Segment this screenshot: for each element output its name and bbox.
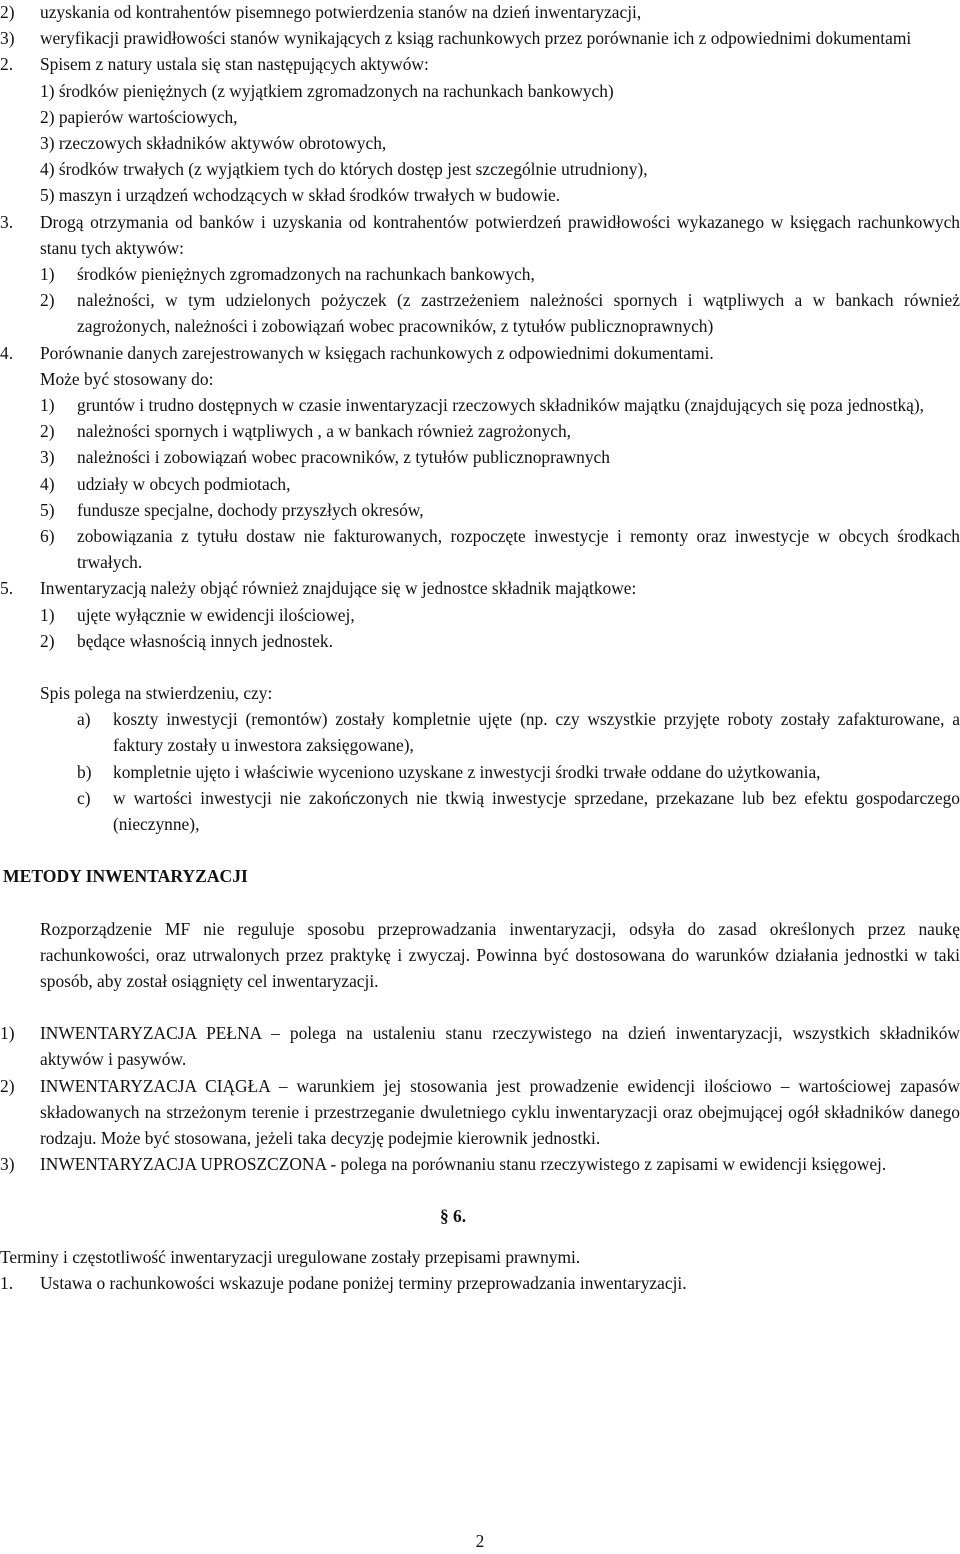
item-number: 1): [40, 264, 55, 285]
item-letter: b): [77, 761, 92, 782]
item-number: 6): [40, 526, 55, 547]
spacer: [0, 1230, 960, 1244]
spacer: [0, 1177, 960, 1203]
page-number: 2: [475, 1531, 485, 1551]
item-text: weryfikacji prawidłowości stanów wynikających z ksiąg rachunkowych przez porównanie ich z odpowiednimi dokumentami: [40, 28, 912, 49]
item-text: INWENTARYZACJA PEŁNA – polega na ustaleniu stanu rzeczywistego na dzień inwentaryzacji, wszystkich składników aktywów i pasywów.: [40, 1023, 960, 1070]
paragraph-number: 3.: [0, 211, 14, 232]
item-number: 1): [40, 604, 55, 625]
list-item: 4) środków trwałych (z wyjątkiem tych do których dostęp jest szczególnie utrudniony),: [40, 159, 648, 180]
item-text: koszty inwestycji (remontów) zostały kompletnie ujęte (np. czy wszystkie przyjęte roboty zostały zafakturowane, a faktury zostały u inwestora zaksięgowane),: [113, 709, 960, 756]
method-item: [0, 1020, 960, 1072]
list-item: [0, 759, 960, 785]
item-letter: a): [77, 709, 91, 730]
paragraph-number: 5.: [0, 578, 14, 599]
item-number: 5): [40, 499, 55, 520]
spacer: [0, 837, 960, 863]
item-text: gruntów i trudno dostępnych w czasie inwentaryzacji rzeczowych składników majątku (znajdujących się poza jednostką),: [77, 395, 925, 416]
paragraph-number: 1.: [0, 1272, 14, 1293]
paragraph-text: Inwentaryzacją należy objąć również znajdujące się w jednostce składnik majątkowe:: [40, 578, 637, 599]
item-number: 3): [0, 28, 15, 49]
item-text: należności, w tym udzielonych pożyczek (z zastrzeżeniem należności spornych i wątpliwych a w bankach również zagrożonych, należności i zobowiązań wobec pracowników, z tytułów publicznoprawnych): [77, 290, 960, 337]
numbered-paragraph: [0, 340, 960, 366]
item-text: fundusze specjalne, dochody przyszłych okresów,: [77, 499, 424, 520]
spacer: [0, 994, 960, 1020]
list-item: [0, 261, 960, 287]
numbered-paragraph: [0, 51, 960, 77]
list-item: [0, 706, 960, 758]
item-letter: c): [77, 787, 91, 808]
item-text: kompletnie ujęto i właściwie wyceniono uzyskane z inwestycji środki trwałe oddane do użytkowania,: [113, 761, 821, 782]
method-item: [0, 1151, 960, 1177]
paragraph-text: Może być stosowany do:: [40, 368, 214, 389]
list-item: [0, 418, 960, 444]
item-number: 4): [40, 473, 55, 494]
list-item: [0, 392, 960, 418]
methods-paragraph: Rozporządzenie MF nie reguluje sposobu przeprowadzania inwentaryzacji, odsyła do zasad określonych przez naukę rachunkowości, oraz utrwalonych przez praktykę i zwyczaj. Powinna być dostosowana do warunków działania jednostki w taki sposób, aby został osiągnięty cel inwentaryzacji.: [40, 918, 960, 991]
item-text: będące własnością innych jednostek.: [77, 630, 333, 651]
method-item: [0, 1073, 960, 1152]
numbered-paragraph: [0, 1270, 960, 1296]
numbered-paragraph: [0, 575, 960, 601]
item-number: 3): [0, 1154, 15, 1175]
paragraph-text: Porównanie danych zarejestrowanych w księgach rachunkowych z odpowiednimi dokumentami.: [40, 342, 714, 363]
item-number: 2): [40, 630, 55, 651]
list-item: [0, 628, 960, 654]
list-item: [0, 471, 960, 497]
item-number: 2): [0, 1075, 15, 1096]
paragraph-text: Terminy i częstotliwość inwentaryzacji uregulowane zostały przepisami prawnymi.: [0, 1246, 581, 1267]
paragraph-number: 2.: [0, 54, 14, 75]
item-number: 1): [0, 1023, 15, 1044]
item-number: 2): [0, 2, 15, 22]
list-item: 3) rzeczowych składników aktywów obrotowych,: [40, 133, 387, 154]
item-text: INWENTARYZACJA UPROSZCZONA - polega na porównaniu stanu rzeczywistego z zapisami w ewidencji księgowej.: [40, 1154, 887, 1175]
paragraph-text: Ustawa o rachunkowości wskazuje podane poniżej terminy przeprowadzania inwentaryzacji.: [40, 1272, 687, 1293]
list-item: 1) środków pieniężnych (z wyjątkiem zgromadzonych na rachunkach bankowych): [40, 80, 614, 101]
list-item: [0, 444, 960, 470]
item-text: ujęte wyłącznie w ewidencji ilościowej,: [77, 604, 355, 625]
paragraph-number: 4.: [0, 342, 14, 363]
item-number: 2): [40, 290, 55, 311]
section-heading: METODY INWENTARYZACJI: [3, 866, 248, 887]
item-text: udziały w obcych podmiotach,: [77, 473, 291, 494]
item-text: zobowiązania z tytułu dostaw nie fakturowanych, rozpoczęte inwestycje i remonty oraz inwestycje w obcych środkach trwałych.: [77, 526, 960, 573]
list-item: [0, 785, 960, 837]
list-item: [0, 497, 960, 523]
paragraph-text: Spis polega na stwierdzeniu, czy:: [40, 683, 273, 704]
item-text: INWENTARYZACJA CIĄGŁA – warunkiem jej stosowania jest prowadzenie ewidencji ilościowo – wartościowej zapasów składowanych na strzeżonym terenie i przestrzeganie dwuletniego cyklu inwentaryzacji oraz obejmującej ogół składników danego rodzaju. Może być stosowana, jeżeli taka decyzję podejmie kierownik jednostki.: [40, 1075, 960, 1148]
list-item: [0, 523, 960, 575]
paragraph-text: Spisem z natury ustala się stan następujących aktywów:: [40, 54, 429, 75]
numbered-paragraph: [0, 209, 960, 261]
list-item: [0, 25, 960, 51]
item-number: 2): [40, 421, 55, 442]
spacer: [0, 890, 960, 916]
item-text: uzyskania od kontrahentów pisemnego potwierdzenia stanów na dzień inwentaryzacji,: [40, 2, 642, 22]
item-text: należności i zobowiązań wobec pracowników, z tytułów publicznoprawnych: [77, 447, 610, 468]
item-number: 1): [40, 395, 55, 416]
item-text: w wartości inwestycji nie zakończonych nie tkwią inwestycje sprzedane, przekazane lub bez efektu gospodarczego (nieczynne),: [113, 787, 960, 835]
item-text: środków pieniężnych zgromadzonych na rachunkach bankowych,: [77, 264, 535, 285]
list-item: [0, 287, 960, 339]
list-item: 5) maszyn i urządzeń wchodzących w skład środków trwałych w budowie.: [40, 185, 561, 206]
item-text: należności spornych i wątpliwych , a w bankach również zagrożonych,: [77, 421, 572, 442]
list-item: [0, 602, 960, 628]
list-item: [0, 0, 960, 25]
spacer: [0, 654, 960, 680]
section-mark: § 6.: [440, 1206, 467, 1227]
paragraph-text: Drogą otrzymania od banków i uzyskania od kontrahentów potwierdzeń prawidłowości wykazanego w księgach rachunkowych stanu tych aktywów:: [40, 211, 960, 258]
list-item: 2) papierów wartościowych,: [40, 106, 238, 127]
item-number: 3): [40, 447, 55, 468]
